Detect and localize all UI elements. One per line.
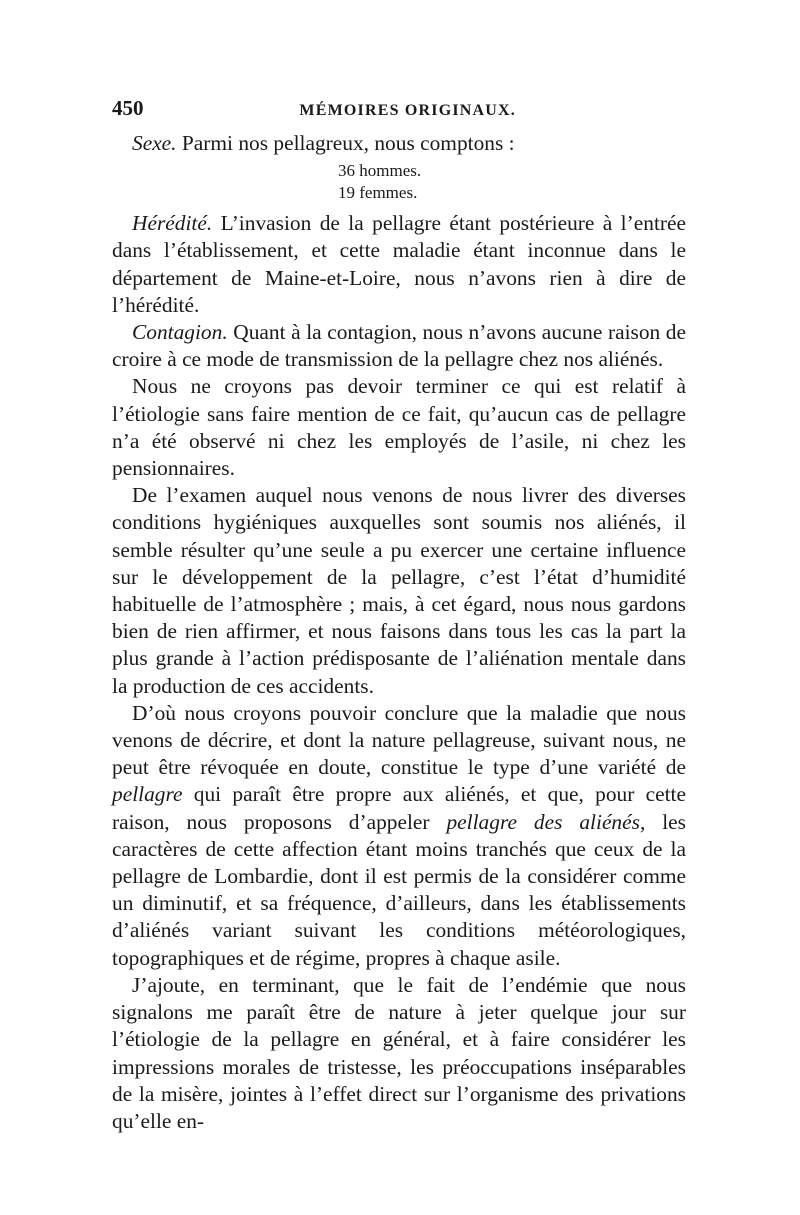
conclusion-part-a: D’où nous croyons pouvoir conclure que la maladie que nous venons de décrire, et dont la nature pellagreuse, suivant nous, ne peut être révoquée en doute, constitue le type d’une variété de [112, 700, 686, 780]
running-header [112, 96, 686, 120]
paragraph-heredite [112, 210, 686, 319]
running-title: MÉMOIRES ORIGINAUX. [299, 102, 516, 119]
label-contagion: Contagion. [132, 320, 228, 345]
paragraph-examen: De l’examen auquel nous venons de nous livrer des diverses conditions hygiéniques auxquelles sont soumis nos aliénés, il semble résulter qu’une seule a pu exercer une certaine influence sur le développement de la pellagre, c’est l’état d’humidité habituelle de l’atmosphère ; mais, à cet égard, nous nous gardons bien de rien affirmer, et nous faisons dans tous les cas la part la plus grande à l’action prédisposante de l’aliénation mentale dans la production de ces accidents. [112, 483, 686, 698]
text-contagion: Quant à la contagion, nous n’avons aucune raison de croire à ce mode de transmission de la pellagre chez nos aliénés. [112, 320, 686, 372]
paragraph-sexe [112, 130, 686, 157]
term-pellagre: pellagre [112, 782, 183, 807]
paragraph-contagion [112, 319, 686, 373]
stat-femmes: 19 femmes. [338, 183, 418, 203]
text-sexe: Parmi nos pellagreux, nous comptons : [176, 131, 515, 155]
page [112, 96, 686, 1135]
paragraph-ajoute: J’ajoute, en terminant, que le fait de l’endémie que nous signalons me paraît être de nature à jeter quelque jour sur l’étiologie de la pellagre en général, et à faire considérer les impressions morales de tristesse, les préoccupations inséparables de la misère, jointes à l’effet direct sur l’organisme des privations qu’elle en- [112, 972, 686, 1133]
conclusion-part-c: qui paraît être propre aux aliénés, et que, pour cette raison, nous proposons d’appeler [112, 782, 686, 834]
paragraph-etiologie: Nous ne croyons pas devoir terminer ce qui est relatif à l’étiologie sans faire mention de ce fait, qu’aucun cas de pellagre n’a été observé ni chez les employés de l’asile, ni chez les pensionnaires. [112, 374, 686, 481]
term-pellagre-des-alienes: pellagre des aliénés, [446, 809, 646, 834]
page-number: 450 [112, 96, 144, 120]
label-heredite: Hérédité. [132, 211, 213, 236]
text-heredite: L’invasion de la pellagre étant postérieure à l’entrée dans l’établissement, et cette maladie étant inconnue dans le département de Maine-et-Loire, nous n’avons rien à dire de l’hérédité. [112, 211, 686, 317]
paragraph-conclusion [112, 700, 686, 972]
label-sexe: Sexe. [132, 131, 177, 155]
conclusion-part-e: les caractères de cette affection étant moins tranchés que ceux de la pellagre de Lombardie, dont il est permis de la considérer comme un diminutif, et sa fréquence, d’ailleurs, dans les établissements d’aliénés variant suivant les conditions météorologiques, topographiques et de régime, propres à chaque asile. [112, 809, 686, 970]
stat-hommes: 36 hommes. [338, 161, 422, 181]
sex-stats [338, 160, 686, 204]
